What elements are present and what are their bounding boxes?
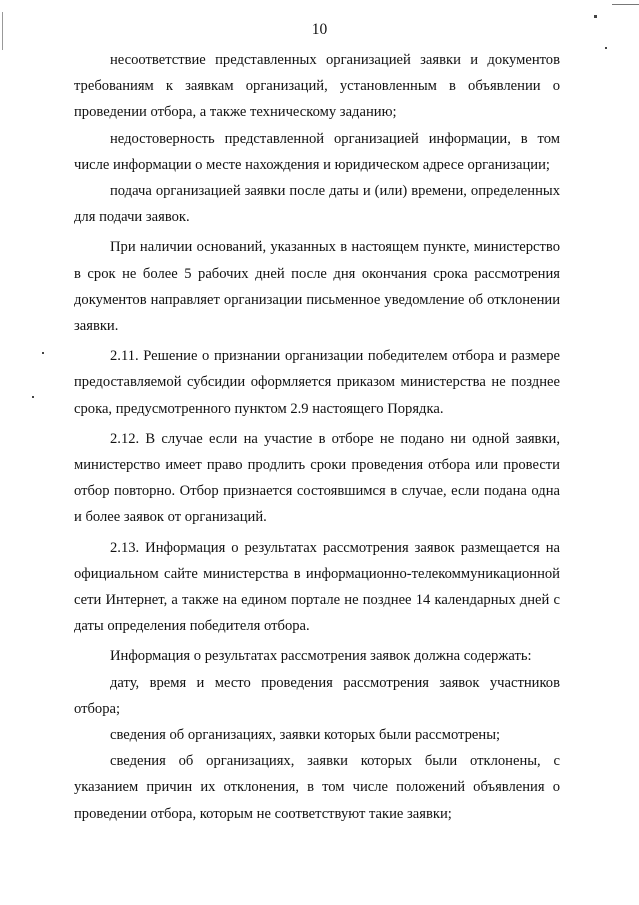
paragraph-reviewed-organizations: сведения об организациях, заявки которых были рассмотрены;: [110, 727, 501, 744]
paragraph-2-11: 2.11. Решение о признании организации победителем отбора и размере предоставляемой субсидии оформляется приказом министерства не позднее срока, предусмотренного пунктом 2.9 настоящего Порядка.: [74, 348, 560, 417]
paragraph-date-time-place: дату, время и место проведения рассмотрения заявок участников отбора;: [74, 674, 560, 717]
scan-mark-top-line: [612, 4, 639, 5]
scan-mark-left-2: [42, 352, 44, 354]
scan-mark-right-2: [605, 47, 607, 49]
paragraph-unreliable-info: недостоверность представленной организацией информации, в том числе информации о месте нахождения и юридическом адресе организации;: [74, 130, 560, 173]
scan-mark-left-3: [32, 396, 34, 398]
paragraph-2-12: 2.12. В случае если на участие в отборе не подано ни одной заявки, министерство имеет право продлить сроки проведения отбора или провести отбор повторно. Отбор признается состоявшимся в случае, если подана одна и более заявок от организаций.: [74, 430, 560, 526]
paragraph-late-submission: подача организацией заявки после даты и (или) времени, определенных для подачи заявок.: [74, 183, 560, 226]
document-body: [74, 47, 560, 827]
paragraph-mismatch: несоответствие представленных организацией заявки и документов требованиям к заявкам организаций, установленным в объявлении о проведении отбора, а также техническому заданию;: [74, 52, 560, 121]
page-number: 10: [311, 21, 328, 38]
scan-mark-right-1: [594, 15, 597, 18]
paragraph-2-13: 2.13. Информация о результатах рассмотрения заявок размещается на официальном сайте министерства в информационно-телекоммуникационной сети Интернет, а также на едином портале не позднее 14 календарных дней с даты определения победителя отбора.: [74, 539, 560, 635]
paragraph-rejected-organizations: сведения об организациях, заявки которых были отклонены, с указанием причин их отклонения, в том числе положений объявления о проведении отбора, которым не соответствуют такие заявки;: [74, 753, 560, 822]
paragraph-rejection-notice: При наличии оснований, указанных в настоящем пункте, министерство в срок не более 5 рабочих дней после дня окончания срока рассмотрения документов направляет организации письменное уведомление об отклонении заявки.: [74, 239, 560, 335]
paragraph-results-content: Информация о результатах рассмотрения заявок должна содержать:: [110, 648, 532, 665]
scan-mark-left-1: [2, 12, 3, 50]
